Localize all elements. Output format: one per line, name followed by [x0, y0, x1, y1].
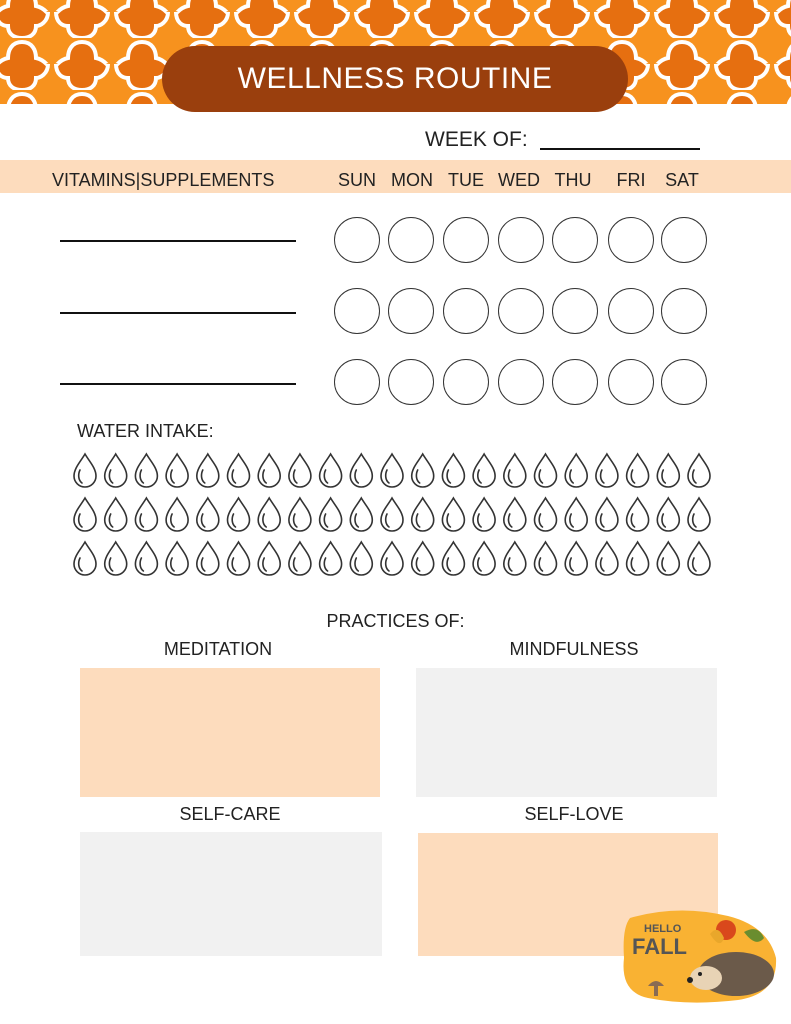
day-checkbox-r3-wed[interactable]	[498, 359, 544, 405]
water-drop-icon[interactable]	[442, 454, 464, 487]
water-drop-icon[interactable]	[289, 498, 311, 531]
day-checkbox-r3-sat[interactable]	[661, 359, 707, 405]
water-drop-icon[interactable]	[228, 498, 250, 531]
water-drop-icon[interactable]	[504, 498, 526, 531]
water-drop-icon[interactable]	[535, 542, 557, 575]
water-drop-icon[interactable]	[565, 454, 587, 487]
svg-text:HELLO: HELLO	[644, 923, 682, 935]
water-drop-icon[interactable]	[473, 454, 495, 487]
water-drop-icon[interactable]	[197, 454, 219, 487]
water-drop-icon[interactable]	[381, 498, 403, 531]
week-of-input-line[interactable]	[540, 148, 700, 150]
day-checkbox-r2-thu[interactable]	[552, 288, 598, 334]
svg-text:FALL: FALL	[632, 934, 687, 959]
day-thu: THU	[554, 170, 592, 190]
day-checkbox-r1-fri[interactable]	[608, 217, 654, 263]
water-drop-icon[interactable]	[197, 498, 219, 531]
day-checkbox-r1-thu[interactable]	[552, 217, 598, 263]
water-drop-grid	[70, 450, 730, 585]
day-checkbox-r3-fri[interactable]	[608, 359, 654, 405]
water-drop-icon[interactable]	[596, 498, 618, 531]
water-drop-icon[interactable]	[74, 498, 96, 531]
meditation-box[interactable]	[80, 668, 380, 797]
water-drop-icon[interactable]	[74, 454, 96, 487]
water-drop-icon[interactable]	[105, 542, 127, 575]
water-drop-icon[interactable]	[412, 498, 434, 531]
day-checkbox-r2-sat[interactable]	[661, 288, 707, 334]
day-checkbox-r1-sun[interactable]	[334, 217, 380, 263]
water-drop-icon[interactable]	[473, 542, 495, 575]
water-drop-icon[interactable]	[473, 498, 495, 531]
water-drop-icon[interactable]	[627, 542, 649, 575]
water-drop-icon[interactable]	[657, 542, 679, 575]
water-intake-label: WATER INTAKE:	[77, 421, 214, 441]
water-drop-icon[interactable]	[442, 498, 464, 531]
water-drop-icon[interactable]	[135, 542, 157, 575]
water-drop-icon[interactable]	[412, 454, 434, 487]
water-drop-icon[interactable]	[565, 498, 587, 531]
water-drop-icon[interactable]	[197, 542, 219, 575]
water-drop-icon[interactable]	[228, 454, 250, 487]
day-sun: SUN	[337, 170, 376, 190]
water-drop-icon[interactable]	[258, 498, 280, 531]
supplement-input-line-2[interactable]	[60, 312, 296, 314]
self-love-label: SELF-LOVE	[524, 804, 624, 824]
day-fri: FRI	[616, 170, 646, 190]
day-checkbox-r2-fri[interactable]	[608, 288, 654, 334]
water-drop-icon[interactable]	[166, 454, 188, 487]
practices-title: PRACTICES OF:	[326, 611, 465, 631]
water-drop-icon[interactable]	[350, 542, 372, 575]
water-drop-icon[interactable]	[381, 454, 403, 487]
mindfulness-label: MINDFULNESS	[509, 639, 639, 659]
day-checkbox-r1-sat[interactable]	[661, 217, 707, 263]
hello-fall-hedgehog-logo	[618, 908, 786, 1006]
water-drop-icon[interactable]	[320, 454, 342, 487]
day-checkbox-r2-tue[interactable]	[443, 288, 489, 334]
water-drop-icon[interactable]	[105, 498, 127, 531]
day-checkbox-r3-mon[interactable]	[388, 359, 434, 405]
water-drop-icon[interactable]	[258, 454, 280, 487]
water-drop-icon[interactable]	[596, 454, 618, 487]
day-checkbox-r1-mon[interactable]	[388, 217, 434, 263]
water-drop-icon[interactable]	[504, 454, 526, 487]
day-checkbox-r2-wed[interactable]	[498, 288, 544, 334]
water-drop-icon[interactable]	[381, 542, 403, 575]
water-drop-icon[interactable]	[74, 542, 96, 575]
day-checkbox-r1-wed[interactable]	[498, 217, 544, 263]
self-care-label: SELF-CARE	[179, 804, 281, 824]
water-drop-icon[interactable]	[228, 542, 250, 575]
day-sat: SAT	[665, 170, 699, 190]
water-drop-icon[interactable]	[657, 498, 679, 531]
day-checkbox-r2-mon[interactable]	[388, 288, 434, 334]
supplement-input-line-3[interactable]	[60, 383, 296, 385]
day-checkbox-r3-thu[interactable]	[552, 359, 598, 405]
day-checkbox-r1-tue[interactable]	[443, 217, 489, 263]
water-drop-icon[interactable]	[657, 454, 679, 487]
supplement-input-line-1[interactable]	[60, 240, 296, 242]
water-drop-icon[interactable]	[289, 454, 311, 487]
water-drop-icon[interactable]	[135, 498, 157, 531]
self-care-box[interactable]	[80, 832, 382, 956]
water-drop-icon[interactable]	[688, 542, 710, 575]
water-drop-icon[interactable]	[688, 454, 710, 487]
water-drop-icon[interactable]	[166, 542, 188, 575]
water-drop-icon[interactable]	[289, 542, 311, 575]
day-checkbox-r3-tue[interactable]	[443, 359, 489, 405]
water-drop-icon[interactable]	[105, 454, 127, 487]
water-drop-icon[interactable]	[565, 542, 587, 575]
water-drop-icon[interactable]	[320, 498, 342, 531]
water-drop-icon[interactable]	[166, 498, 188, 531]
water-drop-icon[interactable]	[535, 454, 557, 487]
day-wed: WED	[498, 170, 540, 190]
water-drop-icon[interactable]	[504, 542, 526, 575]
week-of-label: WEEK OF:	[425, 128, 528, 151]
water-drop-icon[interactable]	[535, 498, 557, 531]
water-drop-icon[interactable]	[627, 454, 649, 487]
day-checkbox-r2-sun[interactable]	[334, 288, 380, 334]
mindfulness-box[interactable]	[416, 668, 717, 797]
water-drop-icon[interactable]	[350, 454, 372, 487]
water-drop-icon[interactable]	[442, 542, 464, 575]
water-drop-icon[interactable]	[258, 542, 280, 575]
water-drop-icon[interactable]	[627, 498, 649, 531]
water-drop-icon[interactable]	[688, 498, 710, 531]
vitamins-supplements-label: VITAMINS|SUPPLEMENTS	[52, 170, 275, 190]
meditation-label: MEDITATION	[163, 639, 273, 659]
water-drop-icon[interactable]	[350, 498, 372, 531]
water-drop-icon[interactable]	[412, 542, 434, 575]
day-checkbox-r3-sun[interactable]	[334, 359, 380, 405]
water-drop-icon[interactable]	[320, 542, 342, 575]
page-title: WELLNESS ROUTINE	[162, 46, 628, 112]
day-tue: TUE	[448, 170, 484, 190]
day-mon: MON	[391, 170, 433, 190]
water-drop-icon[interactable]	[135, 454, 157, 487]
water-drop-icon[interactable]	[596, 542, 618, 575]
